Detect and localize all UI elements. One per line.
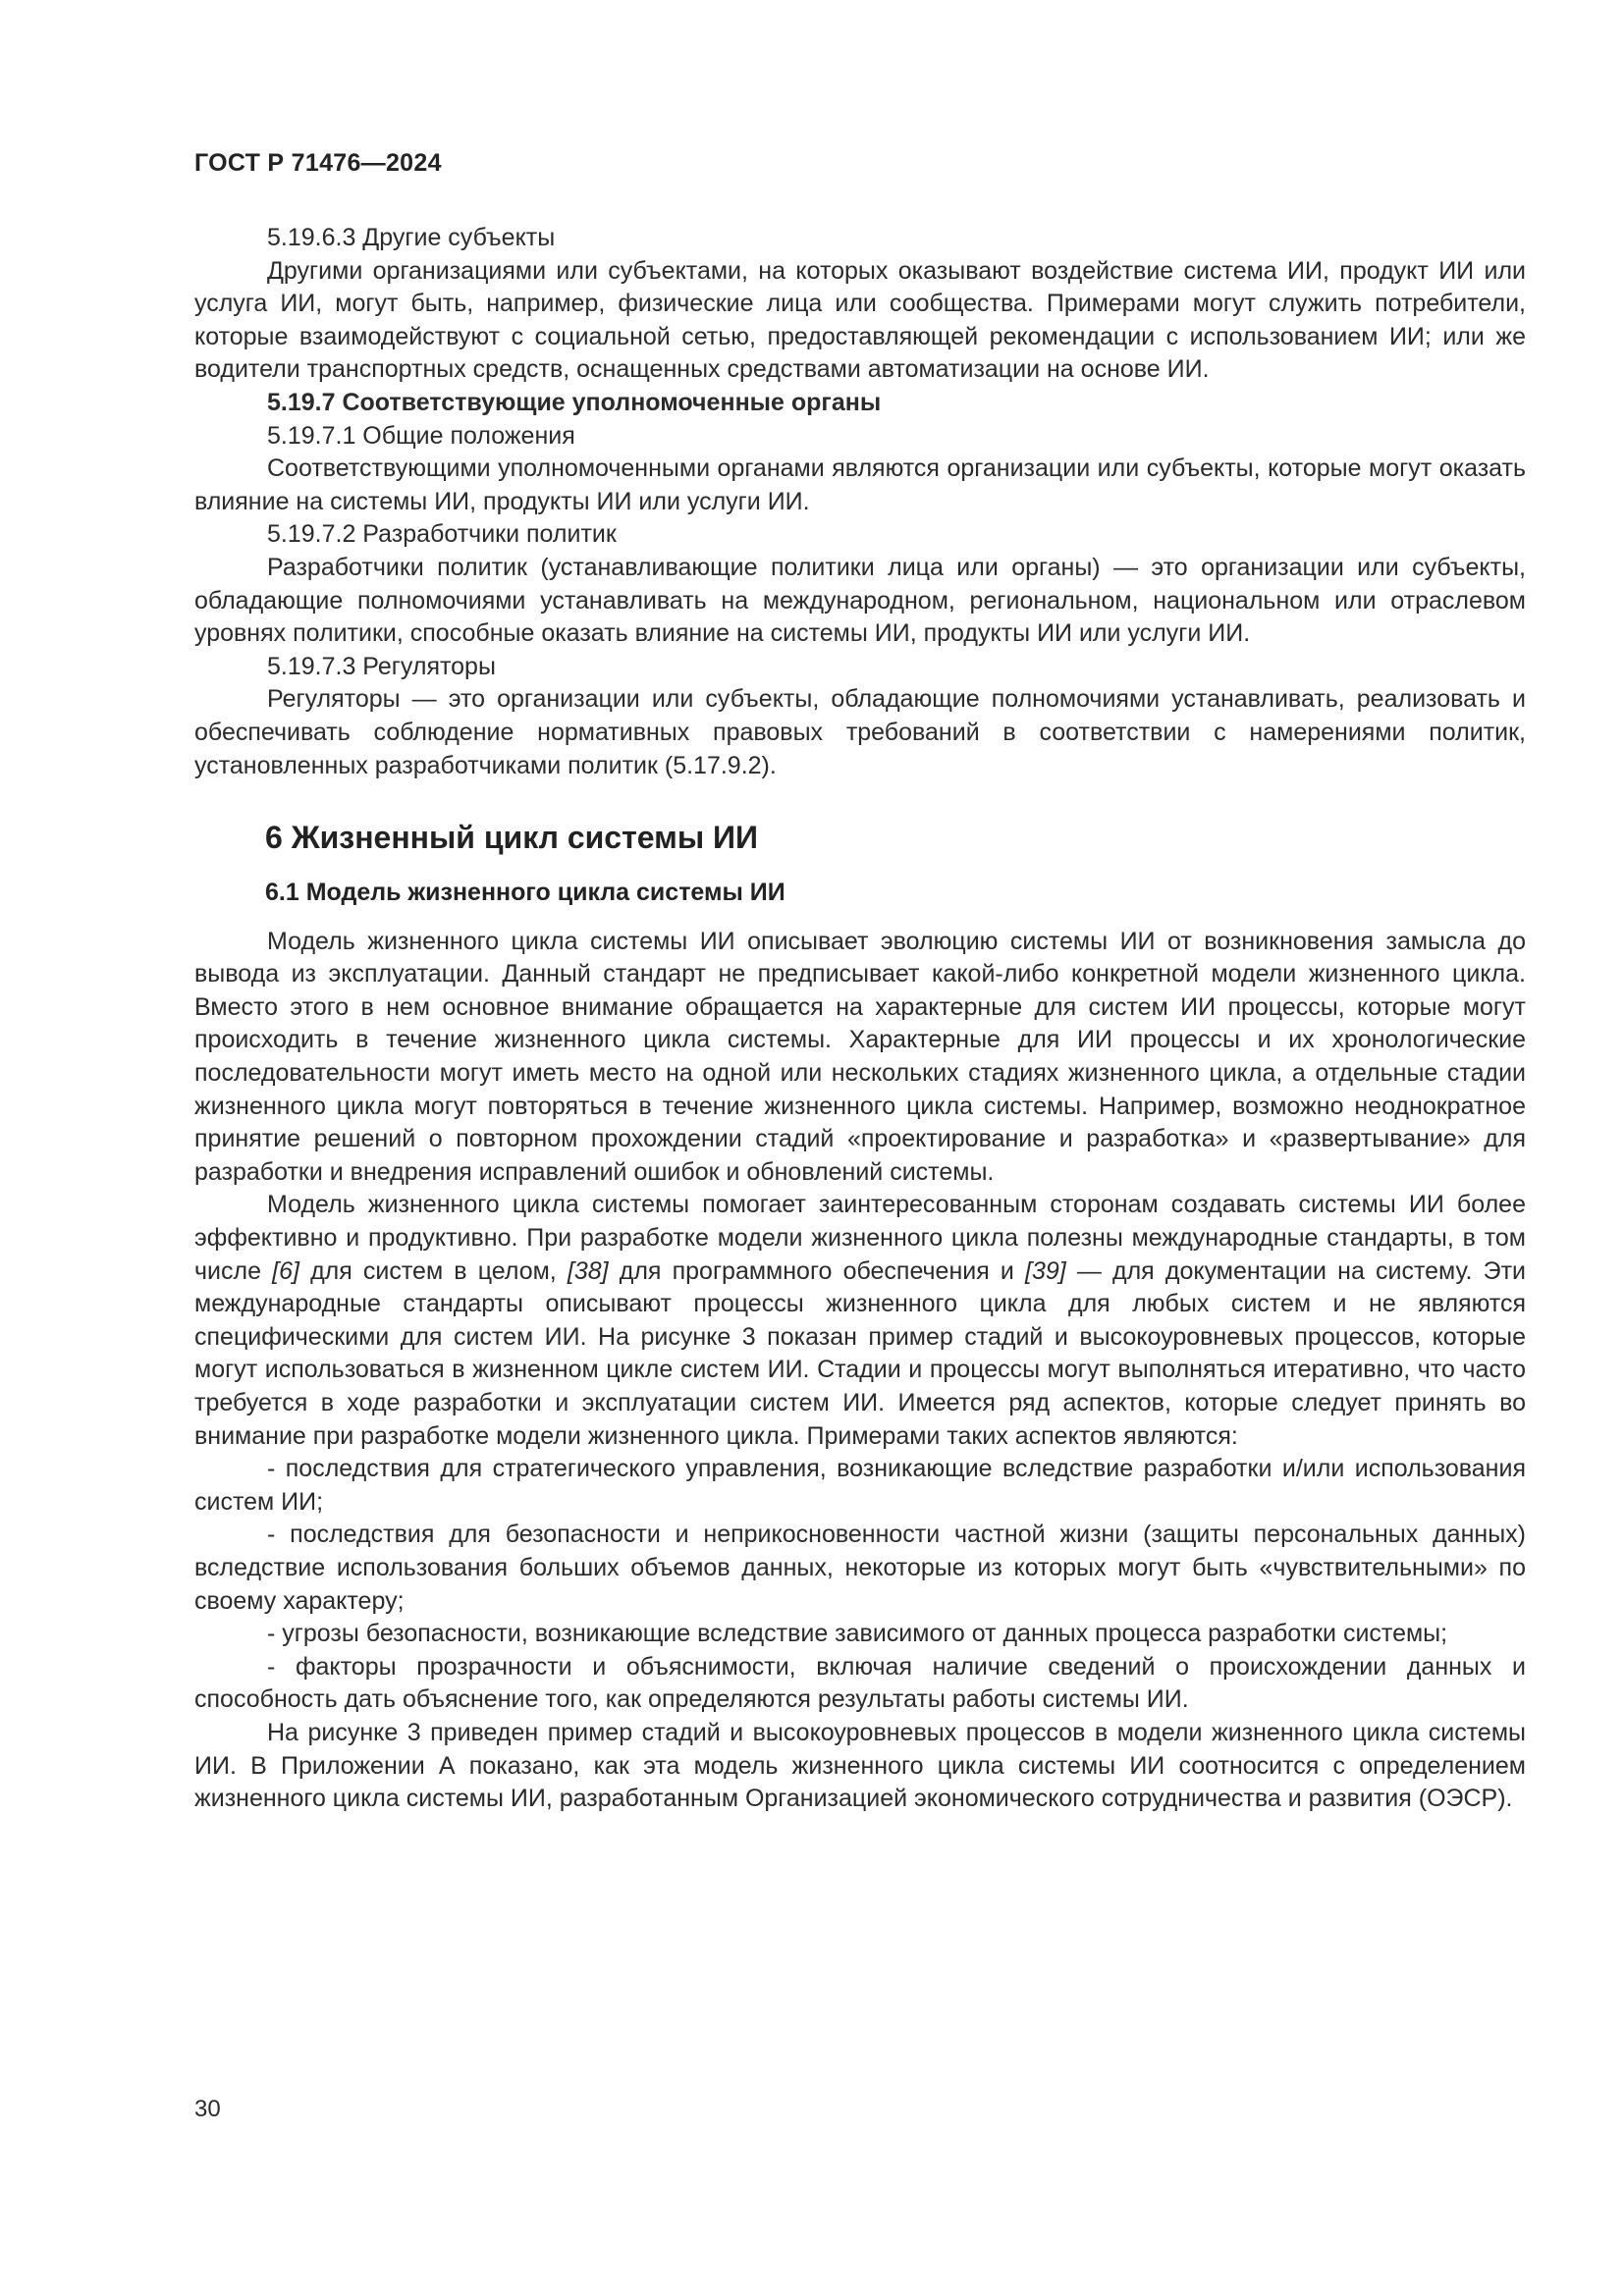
clause-5-19-7-3-text: Регуляторы — это организации или субъекты, обладающие полномочиями устанавливать, реализовать и обеспечивать соблюдение нормативных правовых требований в соответствии с намерениями политик, установленных разработчиками политик (5.17.9.2). xyxy=(194,685,1526,779)
paragraph-2-text-d: — для документации на систему. Эти международные стандарты описывают процессы жизненного цикла для любых систем и не являются специфическими для систем ИИ. На рисунке 3 показан пример стадий и высокоуровневых процессов, которые могут использоваться в жизненном цикле систем ИИ. Стадии и процессы могут выполняться итеративно, что часто требуется в ходе разработки и эксплуатации систем ИИ. Имеется ряд аспектов, которые следует принять во внимание при разработке модели жизненного цикла. Примерами таких аспектов являются: xyxy=(194,1256,1526,1450)
clause-5-19-6-3-title: 5.19.6.3 Другие субъекты xyxy=(267,224,556,251)
clause-5-19-7-1-text: Соответствующими уполномоченными органами являются организации или субъекты, которые могут оказать влияние на системы ИИ, продукты ИИ или услуги ИИ. xyxy=(194,454,1526,515)
section-6-1-paragraph-3: На рисунке 3 приведен пример стадий и высокоуровневых процессов в модели жизненного цикла системы ИИ. В Приложении А показано, как эта модель жизненного цикла системы ИИ соотносится с определением жизненного цикла системы ИИ, разработанным Организацией экономического сотрудничества и развития (ОЭСР). xyxy=(194,1718,1526,1813)
clause-5-19-7-1-title: 5.19.7.1 Общие положения xyxy=(267,421,575,450)
clause-5-19-7-3-title: 5.19.7.3 Регуляторы xyxy=(267,652,496,680)
section-6-1-paragraph-2 xyxy=(194,1189,1526,1453)
paragraph-2-text-a: Модель жизненного цикла системы помогает заинтересованным сторонам создавать системы ИИ более эффективно и продуктивно. При разработке модели жизненного цикла полезны международные стандарты, в том числе xyxy=(194,1191,1526,1285)
clause-5-19-7-2-text: Разработчики политик (устанавливающие политики лица или органы) — это организации или субъекты, обладающие полномочиями устанавливать на международном, региональном, национальном или отраслевом уровнях политики, способные оказать влияние на системы ИИ, продукты ИИ или услуги ИИ. xyxy=(194,553,1526,648)
reference-38: [38] xyxy=(567,1256,609,1285)
clause-5-19-7-title: 5.19.7 Соответствующие уполномоченные органы xyxy=(267,388,882,416)
list-item: - последствия для безопасности и неприкосновенности частной жизни (защиты персональных данных) вследствие использования больших объемов данных, некоторые из которых могут быть «чувствительными» по своему характеру; xyxy=(194,1521,1526,1615)
list-item: - угрозы безопасности, возникающие вследствие зависимого от данных процесса разработки системы; xyxy=(267,1620,1448,1648)
paragraph-2-text-b: для систем в целом, xyxy=(298,1256,568,1285)
list-item: - последствия для стратегического управления, возникающие вследствие разработки и/или использования систем ИИ; xyxy=(194,1455,1526,1516)
page-number: 30 xyxy=(194,2096,221,2122)
clause-5-19-6-3-text: Другими организациями или субъектами, на которых оказывают воздействие система ИИ, продукт ИИ или услуга ИИ, могут быть, например, физические лица или сообщества. Примерами могут служить потребители, которые взаимодействуют с социальной сетью, предоставляющей рекомендации с использованием ИИ; или же водители транспортных средств, оснащенных средствами автоматизации на основе ИИ. xyxy=(194,256,1526,384)
clause-5-19-7-2-title: 5.19.7.2 Разработчики политик xyxy=(267,520,617,549)
reference-6: [6] xyxy=(272,1256,299,1285)
paragraph-2-text-c: для программного обеспечения и xyxy=(608,1256,1026,1285)
section-6-1-paragraph-1: Модель жизненного цикла системы ИИ описывает эволюцию системы ИИ от возникновения замысла до вывода из эксплуатации. Данный стандарт не предписывает какой-либо конкретной модели жизненного цикла. Вместо этого в нем основное внимание обращается на характерные для систем ИИ процессы, которые могут происходить в течение жизненного цикла системы. Характерные для ИИ процессы и их хронологические последовательности могут иметь место на одной или нескольких стадиях жизненного цикла, а отдельные стадии жизненного цикла могут повторяться в течение жизненного цикла системы. Например, возможно неоднократное принятие решений о повторном прохождении стадий «проектирование и разработка» и «развертывание» для разработки и внедрения исправлений ошибок и обновлений системы. xyxy=(194,927,1526,1186)
section-6-1-heading: 6.1 Модель жизненного цикла системы ИИ xyxy=(265,879,785,907)
reference-39: [39] xyxy=(1025,1256,1066,1285)
page-body xyxy=(194,222,1526,1816)
list-item: - факторы прозрачности и объяснимости, включая наличие сведений о происхождении данных и способность дать объяснение того, как определяются результаты работы системы ИИ. xyxy=(194,1652,1526,1714)
section-6-heading: 6 Жизненный цикл системы ИИ xyxy=(265,820,759,856)
document-id-header: ГОСТ Р 71476—2024 xyxy=(194,149,442,177)
